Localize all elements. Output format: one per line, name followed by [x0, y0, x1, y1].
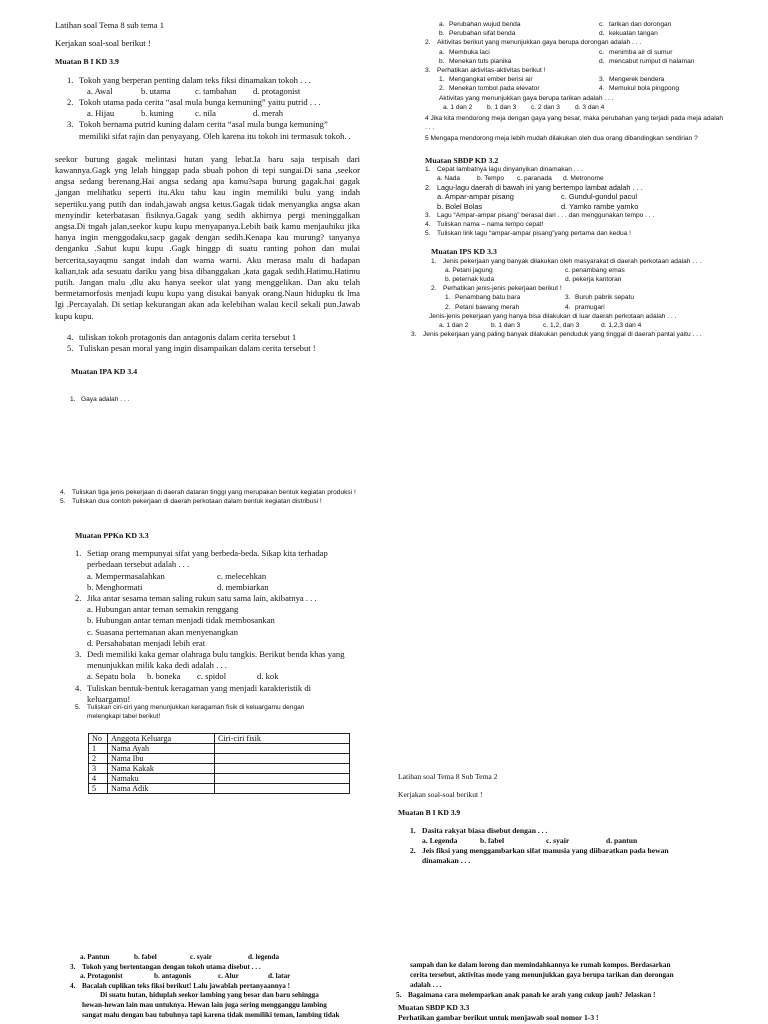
- table-answer-cell[interactable]: [215, 764, 350, 774]
- ppkn-question-1: 1. Setiap orang mempunyai sifat yang berbeda-beda. Sikap kita terhadap: [75, 548, 328, 559]
- ppkn-question-4: 4. Tuliskan bentuk-bentuk keragaman yang menjadi karakteristik di: [75, 682, 312, 693]
- table-answer-cell[interactable]: [215, 784, 350, 794]
- ips-question-4: 4. Tuliskan tiga jenis pekerjaan di daerah dataran tinggi yang merupakan bentuk kegiatan produksi !: [60, 489, 356, 496]
- table-answer-cell[interactable]: [215, 754, 350, 764]
- ips-question-1-options: a. Petani jagung c. penambang emas b. peternak kuda d. pekerja kantoran: [445, 266, 625, 284]
- table-row: 2 Nama Ibu: [89, 754, 350, 764]
- ipa-q1-options: a. Perubahan wujud benda c. tarikan dan dorongan b. Perubahan sifat benda d. kekuatan tangan: [439, 21, 672, 38]
- section-heading-ppkn: Muatan PPKn KD 3.3: [75, 531, 149, 540]
- ips-question-2-options: a. 1 dan 2 b. 1 dan 3 c. 1,2, dan 3 d. 1,2,3 dan 4: [439, 322, 642, 330]
- question-3: 3. Tokoh bernama putrid kuning dalam cerita “asal mula bunga kemuning”: [67, 119, 328, 130]
- question-2-t2: 2. Jeis fiksi yang menggambarkan sifat manusia yang diibaratkan pada hewan: [410, 846, 669, 855]
- sbdp-question-2-options: a. Ampar-ampar pisang c. Gundul-gundul pacul b. Bolel Bolas d. Yamko rambe yamko: [437, 192, 639, 211]
- story-questions: [55, 332, 360, 354]
- table-row: 1 Nama Ayah: [89, 744, 350, 754]
- ips-question-2: 2. Perhatikan jenis-jenis pekerjaan berikut !: [431, 285, 562, 293]
- question-2-t2-options: a. Pantun b. fabel c. syair d. legenda: [80, 953, 280, 961]
- sbdp-question-5: 5. Tuliskan lirik lagu “ampar-ampar pisang”yang pertama dan kedua !: [425, 230, 632, 238]
- sbdp-question-1-options: a. Nada b. Tempo c. paranada d. Metronome: [437, 175, 604, 183]
- sbdp-question-3: 3. Lagu “Ampar-ampar pisang” berasal dari . . . dan menggunakan tempo . . .: [425, 211, 655, 219]
- worksheet-title: Latihan soal Tema 8 sub tema 1: [55, 20, 165, 30]
- question-4: 4. tuliskan tokoh protagonis dan antagonis dalam cerita tersebut 1: [67, 331, 297, 342]
- ppkn-question-1-options: a. Mempermasalahkan c. melecehkan b. Menghormati d. membiarkan: [87, 570, 269, 592]
- ppkn-question-3: 3. Dedi memiliki kaka gemar olahraga bulu tangkis. Berikut benda khas yang: [75, 649, 345, 660]
- table-header-row: No Anggota Keluarga Ciri-ciri fisik: [89, 734, 350, 744]
- story-paragraph: seekor burung gagak melintasi hutan yang lebat.Ia baru saja terpisah dari kawannya.Gagk yng lelah hinggap pada sbuah pohon di tepi sungai.Di sana ,seekor angsa sedang berenang.Hai angsa sedang apa kamu?sapa burung gagak.hai gagak ,jangan melihatku seperti itu.Aku tahu kau ingin memiliki bulu yang indah sepertiku.yang putih dan indah,jawab angsa ketus.Gagak tidak menyangka angsa akan menyindir keterbatasan fisiknya.Gagak yang sedih akhirnya pergi meninggalkan angsa.Di tngah jalan,seekor kupu kupu menyapanya.Lebih baik kamu menjauhiku jika hanya ingin menggodaku,sacp gagak dengan sedih.Kenapa kau murung? tanyanya denganku .Sahut kupu kupu .Gagk hinggp di suatu ranting pohon dan mulai bercerita,sayaqmu sangat indah dan warna warni. Aku merasa malu di hadapan kalian,tak ada sesuatu dariku yang bisa dibanggakan ,kata gagak sedih.Hatimu.Hatimu putih. Jangan malu ,dlu aku hanya seekor ulat yang menggelikan. Dan aku telah bermetamorfosis menjadi kupu kupu yang disukai banyak orang.Naun hidupku tk lma lgi .Percayalah. Di setiap kekurangan akan ada kelebihan walau kecil sekali pun.Jawab kupu kupu.: [55, 153, 360, 321]
- ips-question-3: 3. Jenis pekerjaan yang paling banyak dilakukan penduduk yang tinggal di daerah pantai yaitu . . .: [411, 331, 702, 339]
- question-5: 5. Tuliskan pesan moral yang ingin disampaikan dalam cerita tersebut !: [67, 343, 316, 354]
- family-table-grid: [88, 733, 350, 794]
- sbdp-question-1: 1. Cepat lambatnya lagu dinyanyikan dinamakan . . .: [425, 165, 583, 173]
- question-3-t2: 3. Tokoh yang bertentangan dengan tokoh utama disebut . . .: [70, 962, 261, 971]
- ppkn-question-2-options: a. Hubungan antar teman semakin renggang b. Hubungan antar teman menjadi tidak membosankan c. Suasana pertemanan akan menyenangkan d. Persahabatan menjadi lebih erat: [87, 604, 275, 648]
- ips-question-1: 1. Jenis pekerjaan yang banyak dilakukan oleh masyarakat di daerah perkotaan adalah . . .: [431, 257, 702, 265]
- page-4: [398, 772, 728, 866]
- instruction-2: Kerjakan soal-soal berikut !: [398, 790, 483, 799]
- ips-question-2-items: 1. Penambang batu bara 3. Buruh pabrik sepatu 2. Petani bawang merah 4. pramugari: [445, 294, 635, 311]
- question-2-options: a. Hijau b. kuning c. nila d. merah: [87, 108, 284, 119]
- section-heading-bi-2: Muatan B I KD 3.9: [398, 808, 461, 817]
- ips-question-2-ask: Jenis-jenis pekerjaan yang hanya bisa dilakukan di luar daerah perkotaan adalah . . .: [429, 312, 677, 320]
- table-answer-cell[interactable]: [215, 744, 350, 754]
- worksheet-title-2: Latihan soal Tema 8 Sub Tema 2: [398, 772, 498, 781]
- question-5-t2: 5. Bagaimana cara melemparkan anak panah ke arah yang cukup jauh? Jelaskan !: [396, 991, 656, 999]
- sbdp-section-t2: [398, 1003, 728, 1023]
- question-list: [55, 75, 360, 142]
- ppkn-question-5: 5. Tuliskan ciri-ciri yang menunjukkan keragaman fisik di keluargamu dengan melengkapi tabel berikut!: [75, 704, 305, 721]
- sbdp-question-2: 2. Lagu-lagu daerah di bawah ini yang bertempo lambat adalah . . .: [425, 183, 643, 193]
- page-5: a. Pantun b. fabel c. syair d. legenda 3. Tokoh yang bertentangan dengan tokoh utama disebut . . . a. Protagonist b. antagonis c. Alur d. latar 4. Bacalah cuplikan teks fiksi berikut! Lalu jawablah pertanyaannya ! Di suatu hutan, hiduplah seekor lambing yang besar dan baru sehingga hewan-hewan lain mau untuknya. Hewan lain juga sering mengganggu lambing sangat malu dengan bau tubuhnya tapi karena tidak memiliki teman, lambing tidak: [70, 953, 370, 1020]
- question-3-continued: memiliki sifat rajin dan penyayang. Oleh karena itu tokoh ini termasuk tokoh. .: [79, 130, 351, 141]
- table-row: 5 Nama Adik: [89, 784, 350, 794]
- ipa-question-1: 1. Gaya adalah . . .: [70, 396, 130, 403]
- table-row: 4 Namaku: [89, 774, 350, 784]
- question-3-t2-options: a. Protagonist b. antagonis c. Alur d. latar: [80, 972, 291, 981]
- question-1-t2: 1. Dasita rakyat biasa disebut dengan . . .: [410, 826, 548, 835]
- table-row: 3 Nama Kakak: [89, 764, 350, 774]
- table-answer-cell[interactable]: [215, 774, 350, 784]
- ipa-question-2-options: a. Membuka laci c. menimba air di sumur b. Menekan tuts pianika d. mencabut rumput di halaman: [439, 48, 695, 65]
- question-1: 1. Tokoh yang berperan penting dalam teks fiksi dinamakan tokoh . . .: [67, 74, 311, 85]
- section-heading-ipa: Muatan IPA KD 3.4: [71, 367, 138, 377]
- section-heading-ips: Muatan IPS KD 3.3: [431, 247, 497, 257]
- question-2: 2. Tokoh utama pada cerita “asal mula bunga kemuning” yaitu putrid . . .: [67, 97, 321, 108]
- page-6: sampah dan ke dalam lorong dan memindahkannya ke rumah kompos. Berdasarkan cerita tersebut, aktivitas mode yang menunjukkan gaya berupa tarikan dan dorongan adalah . . . 5. Bagaimana cara melemparkan anak panah ke arah yang cukup jauh? Jelaskan !: [410, 960, 730, 1000]
- sbdp-question-4: 4. Tuliskan nama – nama tempo cepat!: [425, 221, 544, 229]
- section-heading-bi: Muatan B I KD 3.9: [55, 57, 119, 67]
- question-list-2: 1. Dasita rakyat biasa disebut dengan . . . a. Legenda b. fabel c. syair d. pantun 2. Jeis fiksi yang menggambarkan sifat manusia yang diibaratkan pada hewan dinamakan . . .: [398, 826, 728, 866]
- ppkn-question-3-options: a. Sepatu bola b. boneka c. spidol d. kok: [87, 671, 279, 682]
- family-table: [88, 733, 350, 794]
- question-1-t2-options: a. Legenda b. fabel c. syair d. pantun: [422, 836, 638, 845]
- ipa-question-5: 5 Mengapa mendorong meja lebih mudah dilakukan oleh dua orang dibandingkan sendirian ?: [425, 135, 698, 143]
- page-1: [55, 20, 360, 377]
- section-heading-sbdp-2: Muatan SBDP KD 3.3: [398, 1003, 470, 1012]
- question-4-t2: 4. Bacalah cuplikan teks fiksi berikut! Lalu jawablah pertanyaannya !: [70, 981, 291, 990]
- ipa-question-3: 3. Perhatikan aktivitas-aktivitas berikut !: [425, 67, 546, 75]
- ppkn-question-2: 2. Jika antar sesama teman saling rukun satu sama lain, akibatnya . . .: [75, 593, 317, 604]
- sbdp-instruction-2: Perhatikan gambar berikut untuk menjawab soal nomor 1-3 !: [398, 1013, 599, 1022]
- instruction: Kerjakan soal-soal berikut !: [55, 38, 151, 49]
- page-3: Muatan PPKn KD 3.3 1. Setiap orang mempunyai sifat yang berbeda-beda. Sikap kita terhadap perbedaan tersebut adalah . . . a. Mempermasalahkan c. melecehkan b. Menghormati d. membiarkan 2. Jika antar sesama teman saling rukun satu sama lain, akibatnya . . . a. Hubungan antar teman semakin renggang b. Hubungan antar teman menjadi tidak membosankan c. Suasana pertemanan akan menyenangkan d. Persahabatan menjadi lebih erat 3. Dedi memiliki kaka gemar olahraga bulu tangkis. Berikut benda khas yang menunjukkan milik kaka dedi adalah . . . a. Sepatu bola b. boneka c. spidol d. kok 4. Tuliskan bentuk-bentuk keragaman yang menjadi karakteristik di keluargamu!: [75, 530, 365, 705]
- ips-question-4-5: [60, 488, 380, 506]
- ipa-question-3-items: 1. Mengangkat ember berisi air 3. Mengerek bendera 2. Menekan tombol pada elevator 4. Memukul bola pingpong Aktivitas yang menunjukkan gaya berupa tarikan adalah . . . a. 1 dan 2 b. 1 dan 3 c. 2 dan 3 d. 3 dan 4: [439, 76, 680, 111]
- question-1-options: a. Awal b. utama c. tambahan d. protagonist: [87, 85, 301, 96]
- page-2: [411, 20, 745, 340]
- ips-question-5: 5. Tuliskan dua contoh pekerjaan di daerah perkotaan dalam bentuk kegiatan distribusi !: [60, 498, 322, 506]
- section-heading-sbdp: Muatan SBDP KD 3.2: [425, 155, 499, 165]
- ipa-question-4: 4 Jika kita mendorong meja dengan gaya yang besar, maka perubahan yang terjadi pada meja adalah . . .: [425, 115, 724, 132]
- ipa-question-2: 2. Aktivitas berikut yang menunjukkan gaya berupa dorongan adalah . . .: [425, 39, 642, 47]
